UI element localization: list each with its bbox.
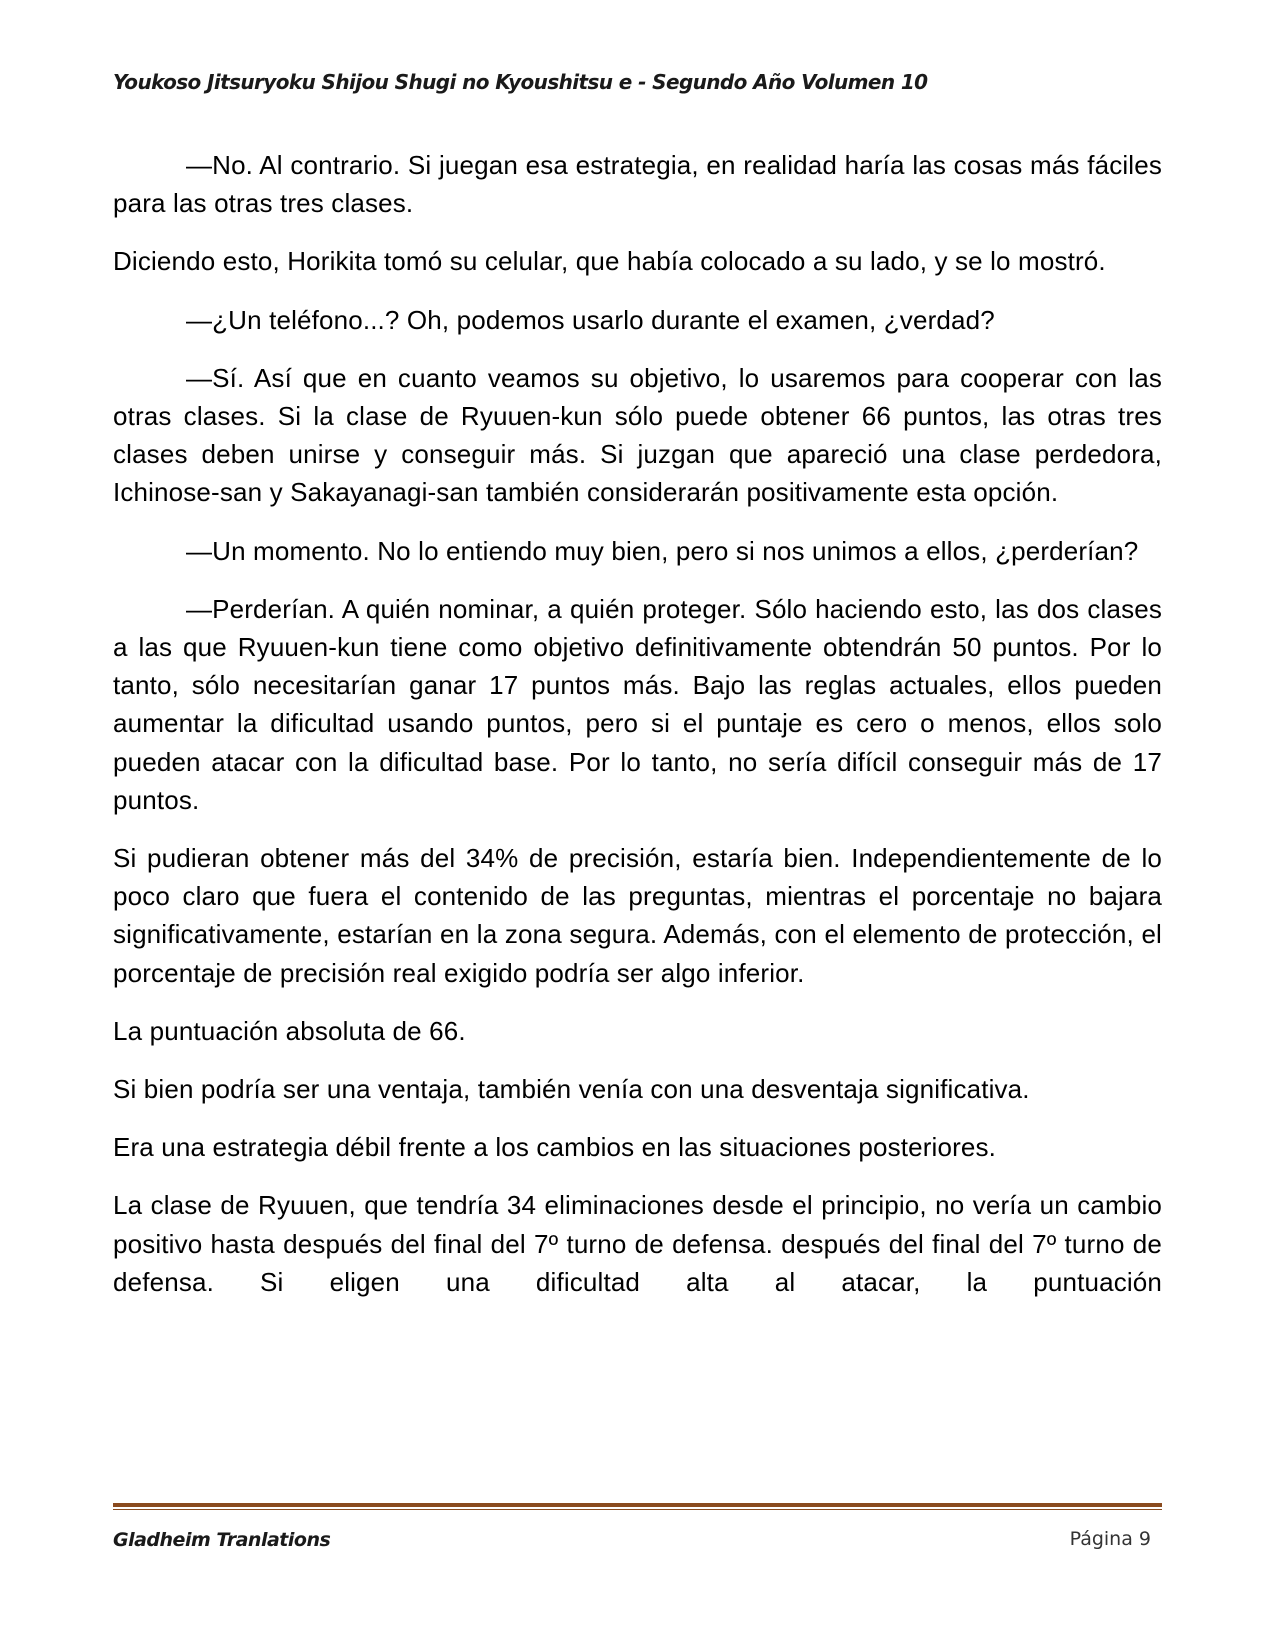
paragraph: La puntuación absoluta de 66. <box>113 1015 466 1046</box>
paragraph: —Sí. Así que en cuanto veamos su objetivo, lo usaremos para cooperar con las otras clases. Si la clase de Ryuuen-kun sólo puede obtener 66 puntos, las otras tres clases deben unirse y conseguir más. Si juzgan que apareció una clase perdedora, Ichinose-san y Sakayanagi-san también considerarán positivamente esta opción. <box>113 362 1162 508</box>
footer-divider-thick <box>113 1503 1162 1507</box>
paragraph: Era una estrategia débil frente a los cambios en las situaciones posteriores. <box>113 1132 997 1163</box>
footer-divider-thin <box>113 1509 1162 1510</box>
paragraph: —¿Un teléfono...? Oh, podemos usarlo durante el examen, ¿verdad? <box>186 304 995 335</box>
paragraph: —Un momento. No lo entiendo muy bien, pero si nos unimos a ellos, ¿perderían? <box>186 535 1139 566</box>
document-body <box>113 146 1162 1321</box>
footer-publisher: Gladheim Tranlations <box>113 1529 331 1551</box>
paragraph: —Perderían. A quién nominar, a quién proteger. Sólo haciendo esto, las dos clases a las que Ryuuen-kun tiene como objetivo definitivamente obtendrán 50 puntos. Por lo tanto, sólo necesitarían ganar 17 puntos más. Bajo las reglas actuales, ellos pueden aumentar la dificultad usando puntos, pero si el puntaje es cero o menos, ellos solo pueden atacar con la dificultad base. Por lo tanto, no sería difícil conseguir más de 17 puntos. <box>113 593 1162 815</box>
page-header-title: Youkoso Jitsuryoku Shijou Shugi no Kyoushitsu e - Segundo Año Volumen 10 <box>113 70 928 94</box>
paragraph: Diciendo esto, Horikita tomó su celular, que había colocado a su lado, y se lo mostró. <box>113 246 1106 277</box>
paragraph: —No. Al contrario. Si juegan esa estrategia, en realidad haría las cosas más fáciles para las otras tres clases. <box>113 150 1162 219</box>
paragraph: Si bien podría ser una ventaja, también venía con una desventaja significativa. <box>113 1074 1030 1105</box>
page-number: Página 9 <box>1069 1528 1151 1550</box>
paragraph: Si pudieran obtener más del 34% de precisión, estaría bien. Independientemente de lo poco claro que fuera el contenido de las preguntas, mientras el porcentaje no bajara significativamente, estarían en la zona segura. Además, con el elemento de protección, el porcentaje de precisión real exigido podría ser algo inferior. <box>113 843 1162 988</box>
paragraph: La clase de Ryuuen, que tendría 34 eliminaciones desde el principio, no vería un cambio positivo hasta después del final del 7º turno de defensa. después del final del 7º turno de defensa. Si eligen una dificultad alta al atacar, la puntuación <box>113 1190 1162 1297</box>
